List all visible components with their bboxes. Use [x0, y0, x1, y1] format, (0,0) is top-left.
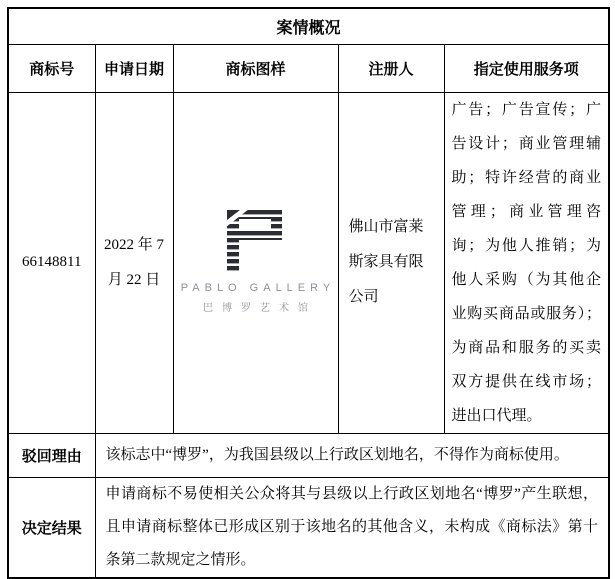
- col-header-trademark-image: 商标图样: [173, 44, 338, 92]
- title-row: [8, 8, 609, 44]
- pablo-gallery-logo: [176, 210, 335, 314]
- rejection-label: 驳回理由: [8, 433, 95, 477]
- logo-chinese-text: 巴博罗艺术馆: [202, 302, 317, 314]
- application-date: 2022 年 7 月 22 日: [95, 92, 173, 433]
- case-summary-table: [7, 7, 610, 579]
- record-row: [8, 92, 609, 433]
- trademark-image-cell: [173, 92, 338, 433]
- table-title: 案情概况: [8, 8, 609, 44]
- rejection-row: [8, 433, 609, 477]
- striped-p-logo-icon: [227, 210, 284, 272]
- rejection-content: 该标志中“博罗”，为我国县级以上行政区划地名，不得作为商标使用。: [95, 433, 609, 477]
- decision-label: 决定结果: [8, 477, 95, 578]
- logo-latin-text: PABLO GALLERY: [180, 281, 336, 294]
- header-row: [8, 44, 609, 92]
- registrant-name: 佛山市富莱斯家具有限公司: [338, 92, 444, 433]
- col-header-designated-services: 指定使用服务项: [444, 44, 609, 92]
- decision-content: 申请商标不易使相关公众将其与县级以上行政区划地名“博罗”产生联想，且申请商标整体已形成区别于该地名的其他含义，未构成《商标法》第十条第二款规定之情形。: [95, 477, 609, 578]
- col-header-trademark-no: 商标号: [8, 44, 95, 92]
- col-header-application-date: 申请日期: [95, 44, 173, 92]
- trademark-number: 66148811: [8, 92, 95, 433]
- decision-row: [8, 477, 609, 578]
- col-header-registrant: 注册人: [338, 44, 444, 92]
- designated-services-text: 广告；广告宣传；广告设计；商业管理辅助；特许经营的商业管理；商业管理咨询；为他人推销；为他人采购（为其他企业购买商品或服务）；为商品和服务的买卖双方提供在线市场；进出口代理。: [444, 92, 609, 433]
